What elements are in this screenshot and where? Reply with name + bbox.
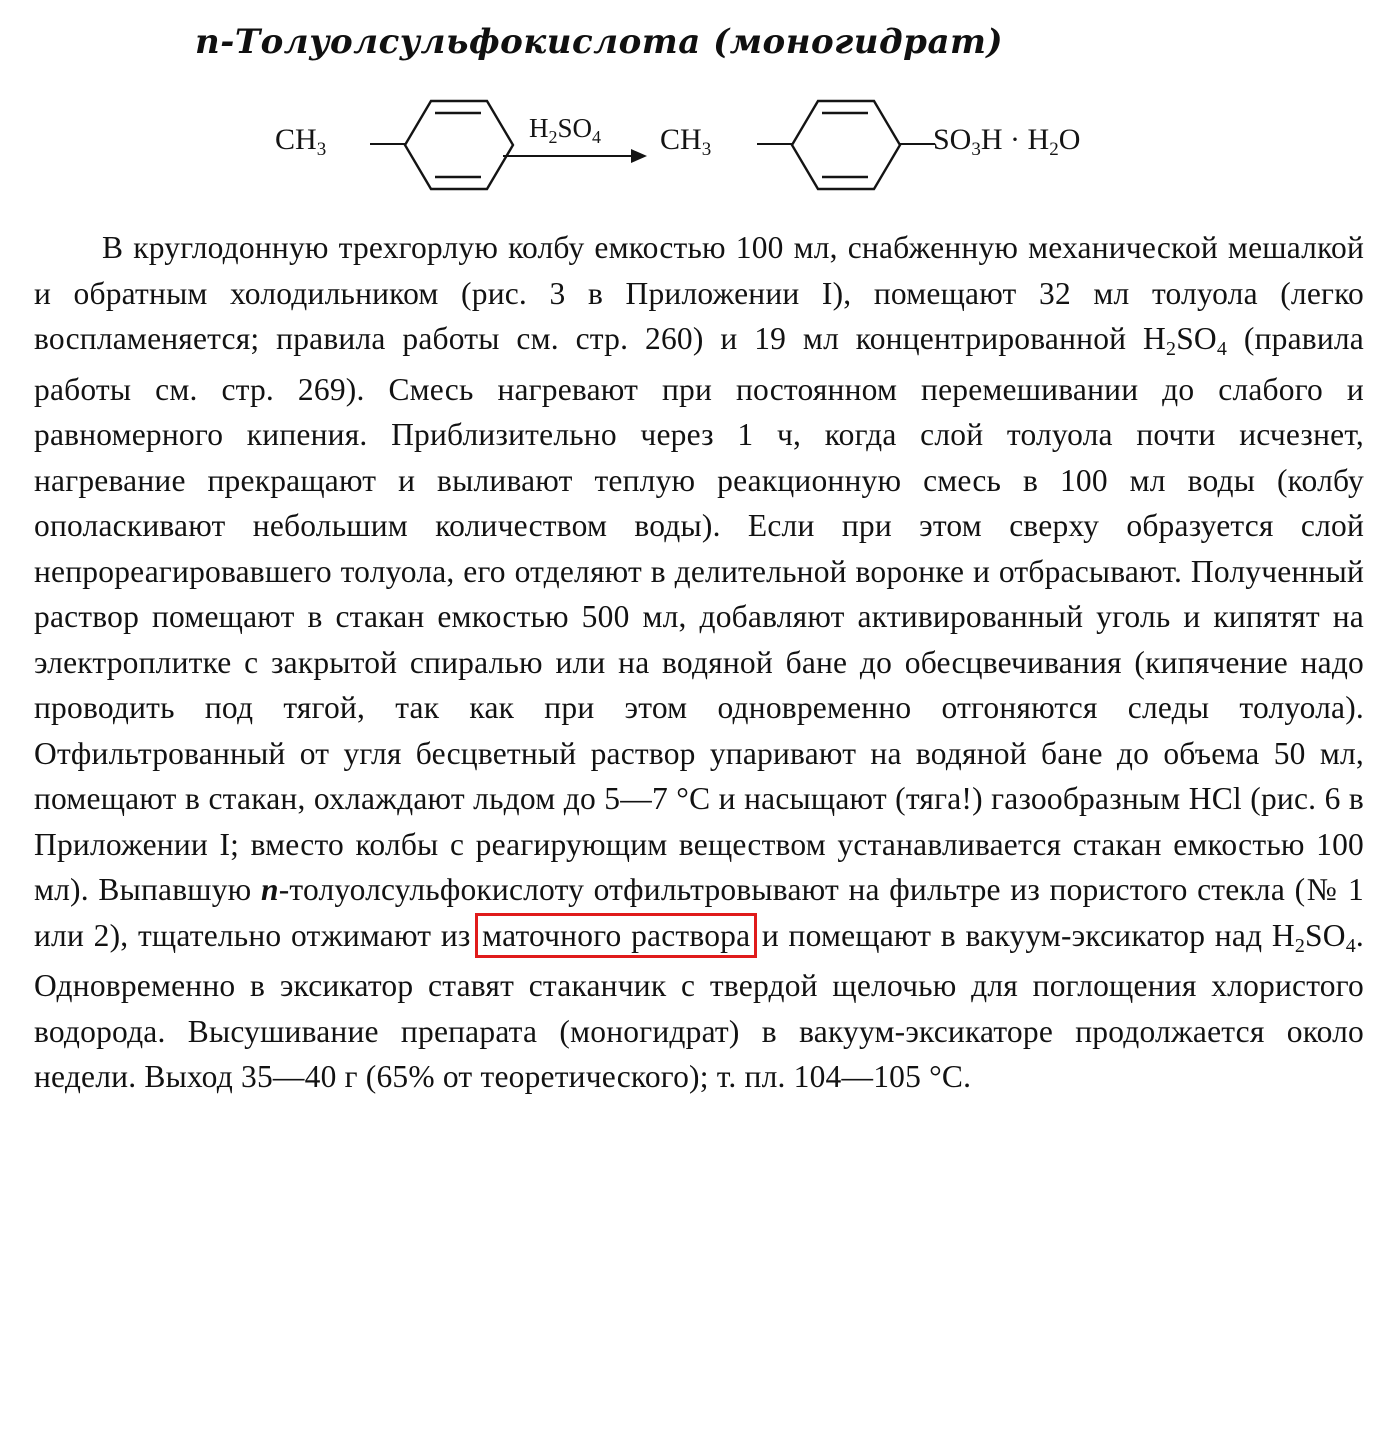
bond-product-left: [757, 143, 793, 145]
reaction-arrow: [503, 113, 653, 173]
subscript-4: 4: [1345, 934, 1356, 957]
subscript-2: 4: [1216, 338, 1228, 360]
reactant-label: $CH_3$: [275, 123, 327, 160]
subscript-1: 2: [1165, 338, 1177, 360]
page-title: n-Толуолсульфокислота (моногидрат): [195, 22, 1004, 62]
subscript-3: 2: [1294, 934, 1306, 957]
benzene-ring-product-svg: [790, 97, 902, 193]
text-segment-7: . Одновременно в эксикатор ставят стаканчик с твердой щелочью для поглощения хлористого водорода. Высушивание препарата (моногидрат) в вакуум-эксикаторе продолжается около недели. Выход 35—40 г (65% от теоретического); т. пл. 104—105 °C.: [34, 917, 1364, 1094]
reagent-label: $H_2SO_4$: [529, 113, 602, 147]
text-segment-1: В круглодонную трехгорлую колбу емкостью 100 мл, снабженную механической мешалкой и обратным холодильником (рис. 3 в Приложении I), помещают 32 мл толуола (легко воспламеняется; правила работы см. стр. 260) и 19 мл концентрированной H: [34, 230, 1364, 356]
product-left-label: $CH_3$: [660, 123, 712, 160]
text-segment-5: и помещают в вакуум-эксикатор над H: [752, 917, 1295, 953]
text-segment-2: SO: [1176, 321, 1217, 356]
italic-prefix: n: [260, 872, 279, 907]
highlighted-phrase: маточного раствора: [482, 917, 751, 953]
bond-product-right: [899, 143, 935, 145]
text-segment-6: SO: [1305, 917, 1346, 953]
benzene-ring-svg: [403, 97, 515, 193]
reaction-scheme: [275, 95, 1175, 205]
arrow-head: [631, 149, 647, 163]
body-text: [34, 225, 1364, 1100]
paragraph: [34, 225, 1364, 1100]
text-segment-4: -толуолсульфокислоту отфильтровывают на фильтре из пористого стекла (№ 1 или 2), тщательно отжимают из: [34, 872, 1364, 953]
bond-reactant: [370, 143, 406, 145]
product-right-label: $SO_3H \cdot H_2O$: [933, 123, 1081, 160]
benzene-ring-reactant: [403, 97, 515, 193]
text-segment-3: (правила работы см. стр. 269). Смесь нагревают при постоянном перемешивании до слабого и равномерного кипения. Приблизительно через 1 ч, когда слой толуола почти исчезнет, нагревание прекращают и выливают теплую реакционную смесь в 100 мл воды (колбу ополаскивают небольшим количеством воды). Если при этом сверху образуется слой непрореагировавшего толуола, его отделяют в делительной воронке и отбрасывают. Полученный раствор помещают в стакан емкостью 500 мл, добавляют активированный уголь и кипятят на электроплитке с закрытой спиралью или на водяной бане до обесцвечивания (кипячение надо проводить под тягой, так как при этом одновременно отгоняются следы толуола). Отфильтрованный от угля бесцветный раствор упаривают на водяной бане до объема 50 мл, помещают в стакан, охлаждают льдом до 5—7 °C и насыщают (тяга!) газообразным HCl (рис. 6 в Приложении I; вместо колбы с реагирующим веществом устанавливается стакан емкостью 100 мл). Выпавшую: [34, 321, 1364, 907]
arrow-line: [503, 155, 639, 157]
benzene-ring-product: [790, 97, 902, 193]
